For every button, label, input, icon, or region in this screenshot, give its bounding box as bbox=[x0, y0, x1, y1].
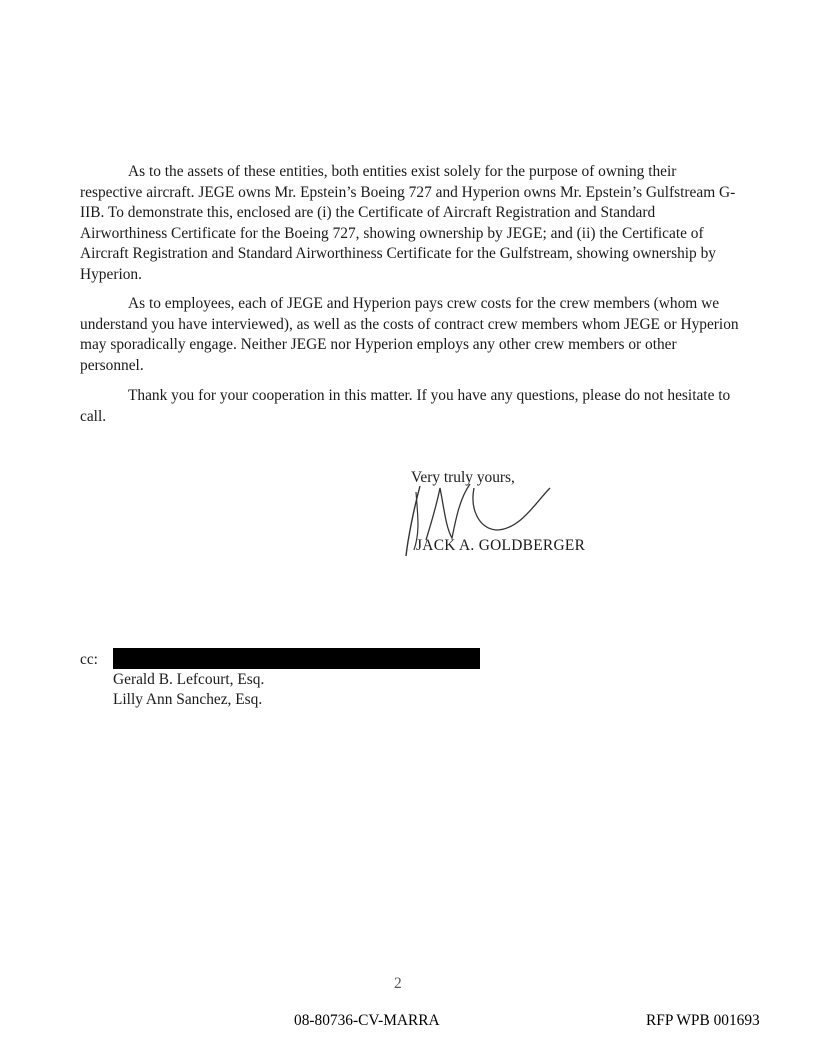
redaction-bar bbox=[113, 648, 480, 669]
closing-salutation: Very truly yours, bbox=[411, 469, 515, 486]
cc-recipient-list bbox=[113, 670, 264, 710]
case-number: 08-80736-CV-MARRA bbox=[294, 1012, 440, 1029]
body-paragraph-employees: As to employees, each of JEGE and Hyperion pays crew costs for the crew members (whom we understand you have interviewed), as well as the costs of contract crew members whom JEGE or Hyperion may sporadically engage. Neither JEGE nor Hyperion employs any other crew members or other personnel. bbox=[80, 295, 739, 374]
cc-label: cc: bbox=[80, 651, 98, 668]
body-paragraph-assets: As to the assets of these entities, both entities exist solely for the purpose of owning their respective aircraft. JEGE owns Mr. Epstein’s Boeing 727 and Hyperion owns Mr. Epstein’s Gulfstream G-IIB. To demonstrate this, enclosed are (i) the Certificate of Aircraft Registration and Standard Airworthiness Certificate for the Boeing 727, showing ownership by JEGE; and (ii) the Certificate of Aircraft Registration and Standard Airworthiness Certificate for the Gulfstream, showing ownership by Hyperion. bbox=[80, 163, 736, 283]
bates-number: RFP WPB 001693 bbox=[646, 1012, 760, 1029]
page-number: 2 bbox=[394, 975, 402, 992]
body-paragraph-thanks: Thank you for your cooperation in this matter. If you have any questions, please do not hesitate to call. bbox=[80, 387, 731, 425]
signer-name: JACK A. GOLDBERGER bbox=[416, 537, 586, 554]
cc-recipient: Gerald B. Lefcourt, Esq. bbox=[113, 671, 265, 688]
cc-recipient: Lilly Ann Sanchez, Esq. bbox=[113, 691, 263, 708]
